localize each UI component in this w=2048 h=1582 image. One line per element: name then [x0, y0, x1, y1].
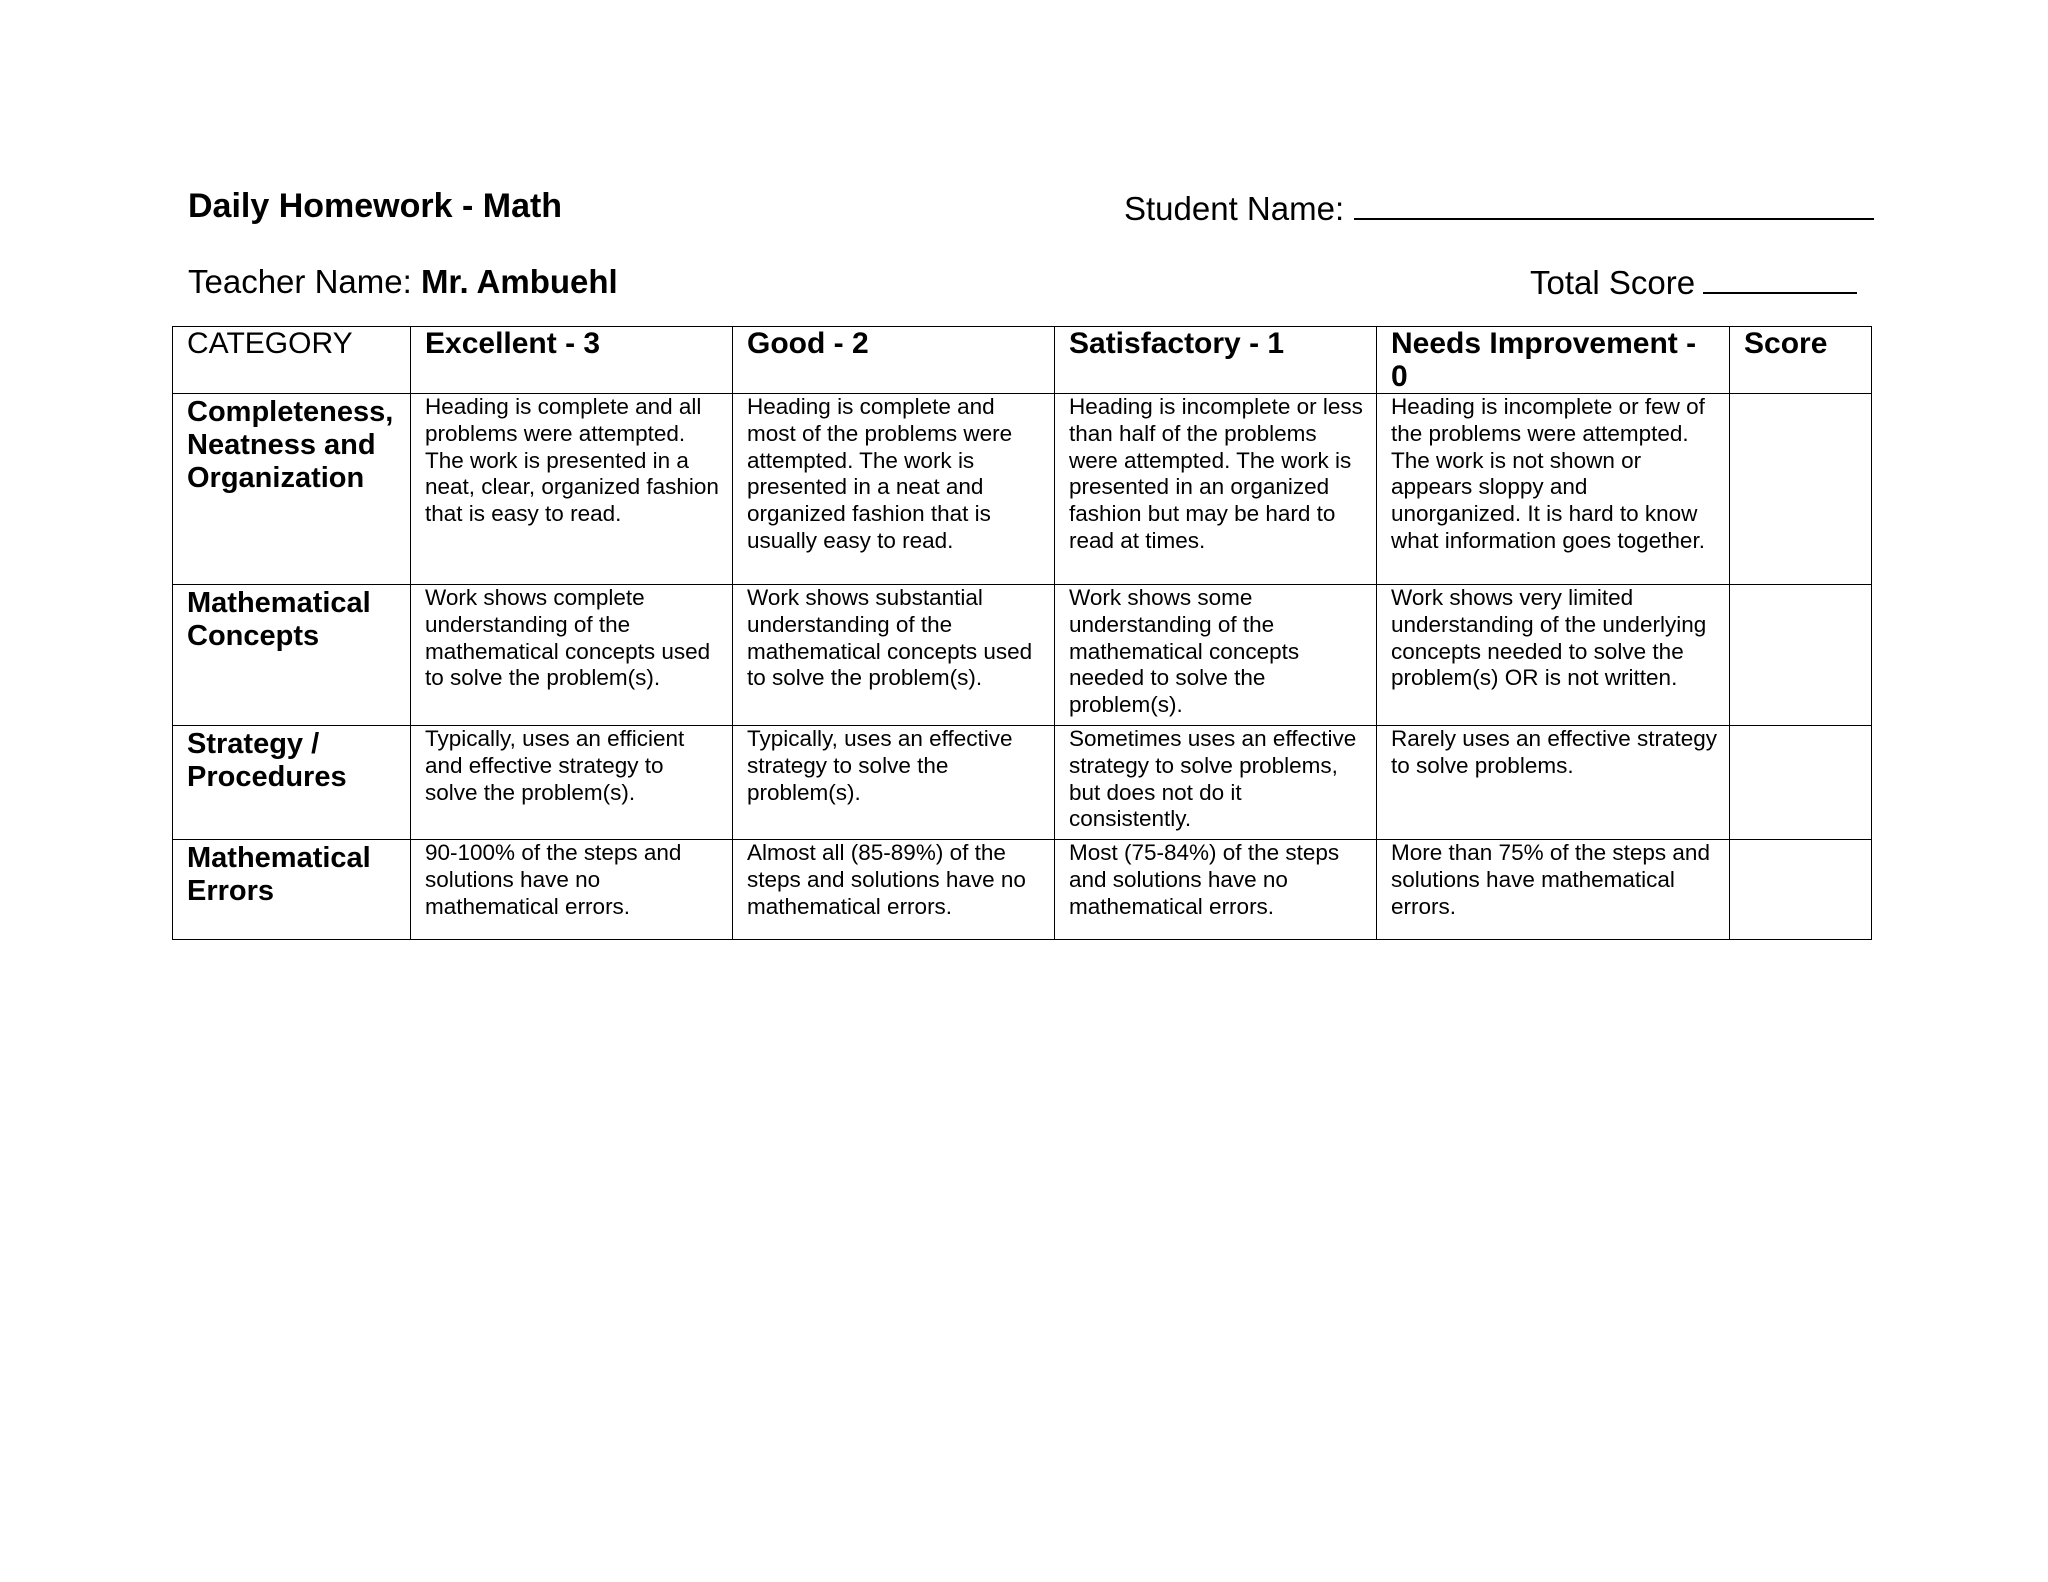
criteria-cell-excellent: 90-100% of the steps and solutions have no mathematical errors. — [411, 840, 733, 940]
criteria-cell-good: Work shows substantial understanding of the mathematical concepts used to solve the problem(s). — [733, 585, 1055, 726]
criteria-cell-excellent: Typically, uses an efficient and effective strategy to solve the problem(s). — [411, 725, 733, 839]
criteria-cell-good: Heading is complete and most of the problems were attempted. The work is presented in a neat and organized fashion that is usually easy to read. — [733, 394, 1055, 585]
criteria-cell-needs-improvement: Heading is incomplete or few of the problems were attempted. The work is not shown or appears sloppy and unorganized. It is hard to know what information goes together. — [1377, 394, 1730, 585]
rubric-row-errors — [173, 840, 1872, 940]
total-score-line — [1530, 262, 1857, 303]
student-name-label: Student Name: — [1124, 190, 1345, 227]
rubric-row-concepts — [173, 585, 1872, 726]
rubric-row-completeness — [173, 394, 1872, 585]
column-header-category: CATEGORY — [173, 327, 411, 394]
column-header-excellent: Excellent - 3 — [411, 327, 733, 394]
column-header-good: Good - 2 — [733, 327, 1055, 394]
rubric-header-row — [173, 327, 1872, 394]
column-header-needs-improvement: Needs Improvement - 0 — [1377, 327, 1730, 394]
criteria-cell-good: Typically, uses an effective strategy to solve the problem(s). — [733, 725, 1055, 839]
criteria-cell-excellent: Work shows complete understanding of the mathematical concepts used to solve the problem(s). — [411, 585, 733, 726]
score-cell[interactable] — [1730, 394, 1872, 585]
criteria-cell-good: Almost all (85-89%) of the steps and solutions have no mathematical errors. — [733, 840, 1055, 940]
teacher-name-line — [188, 262, 618, 302]
score-cell[interactable] — [1730, 840, 1872, 940]
criteria-cell-satisfactory: Sometimes uses an effective strategy to solve problems, but does not do it consistently. — [1055, 725, 1377, 839]
criteria-cell-satisfactory: Work shows some understanding of the mathematical concepts needed to solve the problem(s). — [1055, 585, 1377, 726]
teacher-name-label: Teacher Name: — [188, 263, 412, 300]
criteria-cell-satisfactory: Heading is incomplete or less than half of the problems were attempted. The work is presented in an organized fashion but may be hard to read at times. — [1055, 394, 1377, 585]
student-name-blank[interactable] — [1354, 188, 1874, 220]
student-name-line — [1124, 188, 1874, 229]
total-score-blank[interactable] — [1703, 262, 1857, 294]
criteria-cell-needs-improvement: More than 75% of the steps and solutions have mathematical errors. — [1377, 840, 1730, 940]
criteria-cell-needs-improvement: Work shows very limited understanding of the underlying concepts needed to solve the problem(s) OR is not written. — [1377, 585, 1730, 726]
criteria-cell-excellent: Heading is complete and all problems were attempted. The work is presented in a neat, clear, organized fashion that is easy to read. — [411, 394, 733, 585]
teacher-name-value: Mr. Ambuehl — [420, 263, 618, 300]
score-cell[interactable] — [1730, 585, 1872, 726]
category-cell: Completeness, Neatness and Organization — [173, 394, 411, 585]
column-header-satisfactory: Satisfactory - 1 — [1055, 327, 1377, 394]
total-score-label: Total Score — [1530, 264, 1696, 301]
column-header-score: Score — [1730, 327, 1872, 394]
rubric-table — [172, 326, 1872, 940]
category-cell: Mathematical Concepts — [173, 585, 411, 726]
criteria-cell-needs-improvement: Rarely uses an effective strategy to solve problems. — [1377, 725, 1730, 839]
rubric-row-strategy — [173, 725, 1872, 839]
criteria-cell-satisfactory: Most (75-84%) of the steps and solutions have no mathematical errors. — [1055, 840, 1377, 940]
category-cell: Strategy / Procedures — [173, 725, 411, 839]
page-title: Daily Homework - Math — [188, 187, 563, 225]
score-cell[interactable] — [1730, 725, 1872, 839]
category-cell: Mathematical Errors — [173, 840, 411, 940]
